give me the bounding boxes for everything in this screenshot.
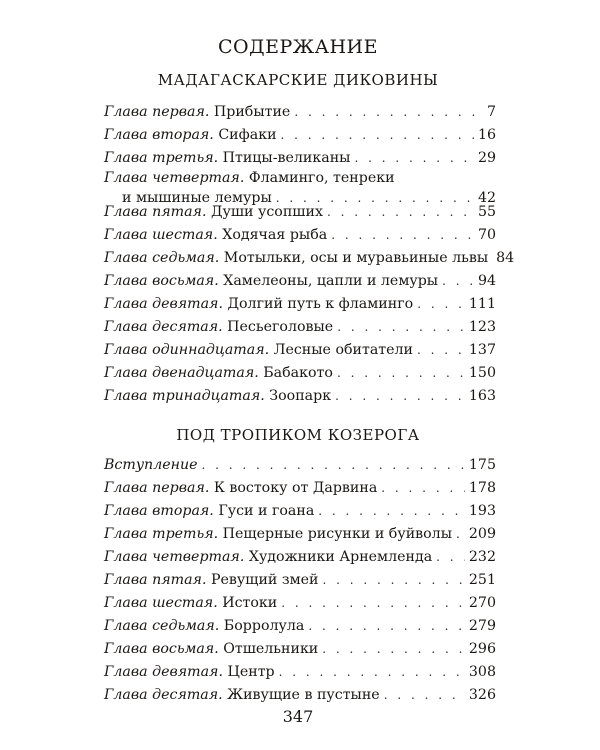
chapter-prefix: Глава восьмая. [104, 641, 219, 657]
chapter-title: Птицы-великаны [218, 150, 351, 166]
page-ref: 326 [468, 687, 496, 703]
chapter-prefix: Глава четвертая. [104, 170, 245, 186]
chapter-prefix: Глава седьмая. [104, 250, 220, 266]
chapter-prefix: Глава одиннадцатая. [104, 342, 270, 358]
page-ref: 29 [477, 150, 496, 166]
dot-leader [381, 478, 465, 498]
chapter-prefix: Вступление [104, 457, 198, 473]
chapter-title: Бабакото [258, 365, 333, 381]
chapter-title-continued: и мышиные лемуры [122, 190, 272, 206]
chapter-prefix: Глава десятая. [104, 319, 223, 335]
chapter-title: Пещерные рисунки и буйволы [218, 526, 452, 542]
toc-entry [104, 248, 515, 268]
toc-entry [104, 271, 496, 291]
toc-entry-label [104, 317, 333, 337]
page-ref: 308 [468, 664, 496, 680]
toc-entry-label [104, 148, 350, 168]
chapter-title: Центр [222, 664, 275, 680]
chapter-title: Прибытие [209, 104, 291, 120]
toc-entry [104, 501, 496, 521]
page-ref: 251 [468, 572, 496, 588]
dot-leader [281, 593, 465, 613]
toc-entry [104, 125, 496, 145]
toc-entry-label [104, 685, 380, 705]
toc-entry [104, 478, 496, 498]
chapter-prefix: Глава тринадцатая. [104, 388, 265, 404]
toc-entry-label [104, 478, 377, 498]
dot-leader [417, 340, 465, 360]
chapter-title: Сифаки [213, 127, 277, 143]
dot-leader [202, 455, 465, 475]
toc-entry-label [104, 524, 452, 544]
page-ref: 150 [468, 365, 496, 381]
toc-entry-label [104, 501, 314, 521]
toc-entry-label [104, 386, 331, 406]
chapter-prefix: Глава вторая. [104, 503, 214, 519]
page-ref: 84 [496, 250, 515, 266]
toc-entry [104, 148, 496, 168]
dot-leader [281, 125, 474, 145]
toc-entry-label [104, 340, 413, 360]
toc-entry-label [104, 225, 327, 245]
chapter-title: Хамелеоны, цапли и лемуры [218, 273, 439, 289]
dot-leader [323, 570, 465, 590]
chapter-prefix: Глава третья. [104, 526, 219, 542]
section-heading-madagascar: МАДАГАСКАРСКИЕ ДИКОВИНЫ [157, 71, 439, 89]
chapter-prefix: Глава девятая. [104, 296, 223, 312]
page-ref: 232 [468, 549, 496, 565]
chapter-title: Художники Арнемленда [244, 549, 433, 565]
toc-entry-label [104, 363, 333, 383]
toc-entry [104, 662, 496, 682]
chapter-title: Мотыльки, осы и муравьиные львы [219, 250, 489, 266]
section-heading-capricorn: ПОД ТРОПИКОМ КОЗЕРОГА [176, 426, 420, 444]
toc-entry-label [104, 616, 304, 636]
page-ref: 111 [468, 296, 496, 312]
chapter-prefix: Глава девятая. [104, 664, 223, 680]
chapter-prefix: Глава третья. [104, 150, 219, 166]
toc-page [86, 0, 515, 750]
page-ref: 137 [468, 342, 496, 358]
chapter-title: Живущие в пустыне [222, 687, 380, 703]
chapter-title: Долгий путь к фламинго [222, 296, 414, 312]
chapter-prefix: Глава десятая. [104, 687, 223, 703]
dot-leader [442, 271, 474, 291]
toc-entry-label [104, 102, 290, 122]
dot-leader [436, 547, 465, 567]
toc-entry-label [104, 202, 323, 222]
toc-entry [104, 294, 496, 314]
page-ref: 163 [468, 388, 496, 404]
chapter-prefix: Глава четвертая. [104, 549, 245, 565]
toc-entry [104, 386, 496, 406]
page-ref: 193 [468, 503, 496, 519]
page-title: СОДЕРЖАНИЕ [218, 36, 378, 58]
chapter-prefix: Глава шестая. [104, 227, 218, 243]
toc-entry [104, 363, 496, 383]
toc-entry [104, 225, 496, 245]
toc-entry [104, 317, 496, 337]
dot-leader [308, 616, 465, 636]
chapter-title: К востоку от Дарвина [209, 480, 378, 496]
page-ref: 123 [468, 319, 496, 335]
toc-entry-label [104, 294, 413, 314]
toc-entry-label [104, 125, 277, 145]
toc-entry-label [104, 547, 432, 567]
chapter-prefix: Глава шестая. [104, 595, 218, 611]
page-ref: 70 [477, 227, 496, 243]
chapter-title: Фламинго, тенреки [244, 170, 395, 186]
page-ref: 175 [468, 457, 496, 473]
dot-leader [456, 524, 465, 544]
chapter-title: Борролула [219, 618, 305, 634]
page-ref: 42 [477, 190, 496, 206]
chapter-prefix: Глава восьмая. [104, 273, 219, 289]
dot-leader [335, 386, 465, 406]
page-ref: 7 [486, 104, 496, 120]
page-ref: 270 [468, 595, 496, 611]
toc-entry [104, 202, 496, 222]
chapter-title: Песьеголовые [222, 319, 334, 335]
page-ref: 178 [468, 480, 496, 496]
toc-entry [104, 340, 496, 360]
chapter-prefix: Глава первая. [104, 480, 210, 496]
toc-entry-label [104, 248, 488, 268]
chapter-title: Ходячая рыба [217, 227, 328, 243]
chapter-title: Гуси и гоана [213, 503, 315, 519]
page-ref: 55 [477, 204, 496, 220]
chapter-prefix: Глава седьмая. [104, 618, 220, 634]
chapter-title: Отшельники [218, 641, 319, 657]
toc-entry-label [104, 168, 395, 188]
dot-leader [354, 148, 473, 168]
toc-entry-label [104, 455, 198, 475]
dot-leader [318, 501, 465, 521]
toc-entry [104, 639, 496, 659]
chapter-title: Истоки [217, 595, 278, 611]
dot-leader [279, 662, 465, 682]
page-number: 347 [282, 707, 314, 726]
chapter-prefix: Глава пятая. [104, 204, 207, 220]
dot-leader [417, 294, 465, 314]
dot-leader [337, 363, 465, 383]
toc-entry-label [104, 570, 319, 590]
toc-entry-label [104, 593, 277, 613]
page-ref: 296 [468, 641, 496, 657]
toc-entry-label [104, 271, 438, 291]
toc-entry [104, 616, 496, 636]
dot-leader [337, 317, 465, 337]
chapter-title: Души усопших [206, 204, 323, 220]
page-ref: 209 [468, 526, 496, 542]
toc-entry [104, 547, 496, 567]
chapter-prefix: Глава пятая. [104, 572, 207, 588]
chapter-prefix: Глава двенадцатая. [104, 365, 259, 381]
chapter-title: Зоопарк [264, 388, 332, 404]
toc-entry [104, 102, 496, 122]
chapter-title: Ревущий змей [206, 572, 319, 588]
toc-entry [104, 593, 496, 613]
toc-entry-label [104, 639, 318, 659]
page-ref: 94 [477, 273, 496, 289]
dot-leader [331, 225, 474, 245]
toc-entry [104, 570, 496, 590]
toc-entry [104, 685, 496, 705]
page-ref: 16 [477, 127, 496, 143]
chapter-prefix: Глава первая. [104, 104, 210, 120]
chapter-title: Лесные обитатели [269, 342, 414, 358]
toc-entry-label [104, 662, 275, 682]
toc-entry [104, 524, 496, 544]
chapter-prefix: Глава вторая. [104, 127, 214, 143]
dot-leader [294, 102, 483, 122]
dot-leader [327, 202, 474, 222]
page-ref: 279 [468, 618, 496, 634]
toc-entry [104, 455, 496, 475]
dot-leader [384, 685, 465, 705]
dot-leader [322, 639, 465, 659]
